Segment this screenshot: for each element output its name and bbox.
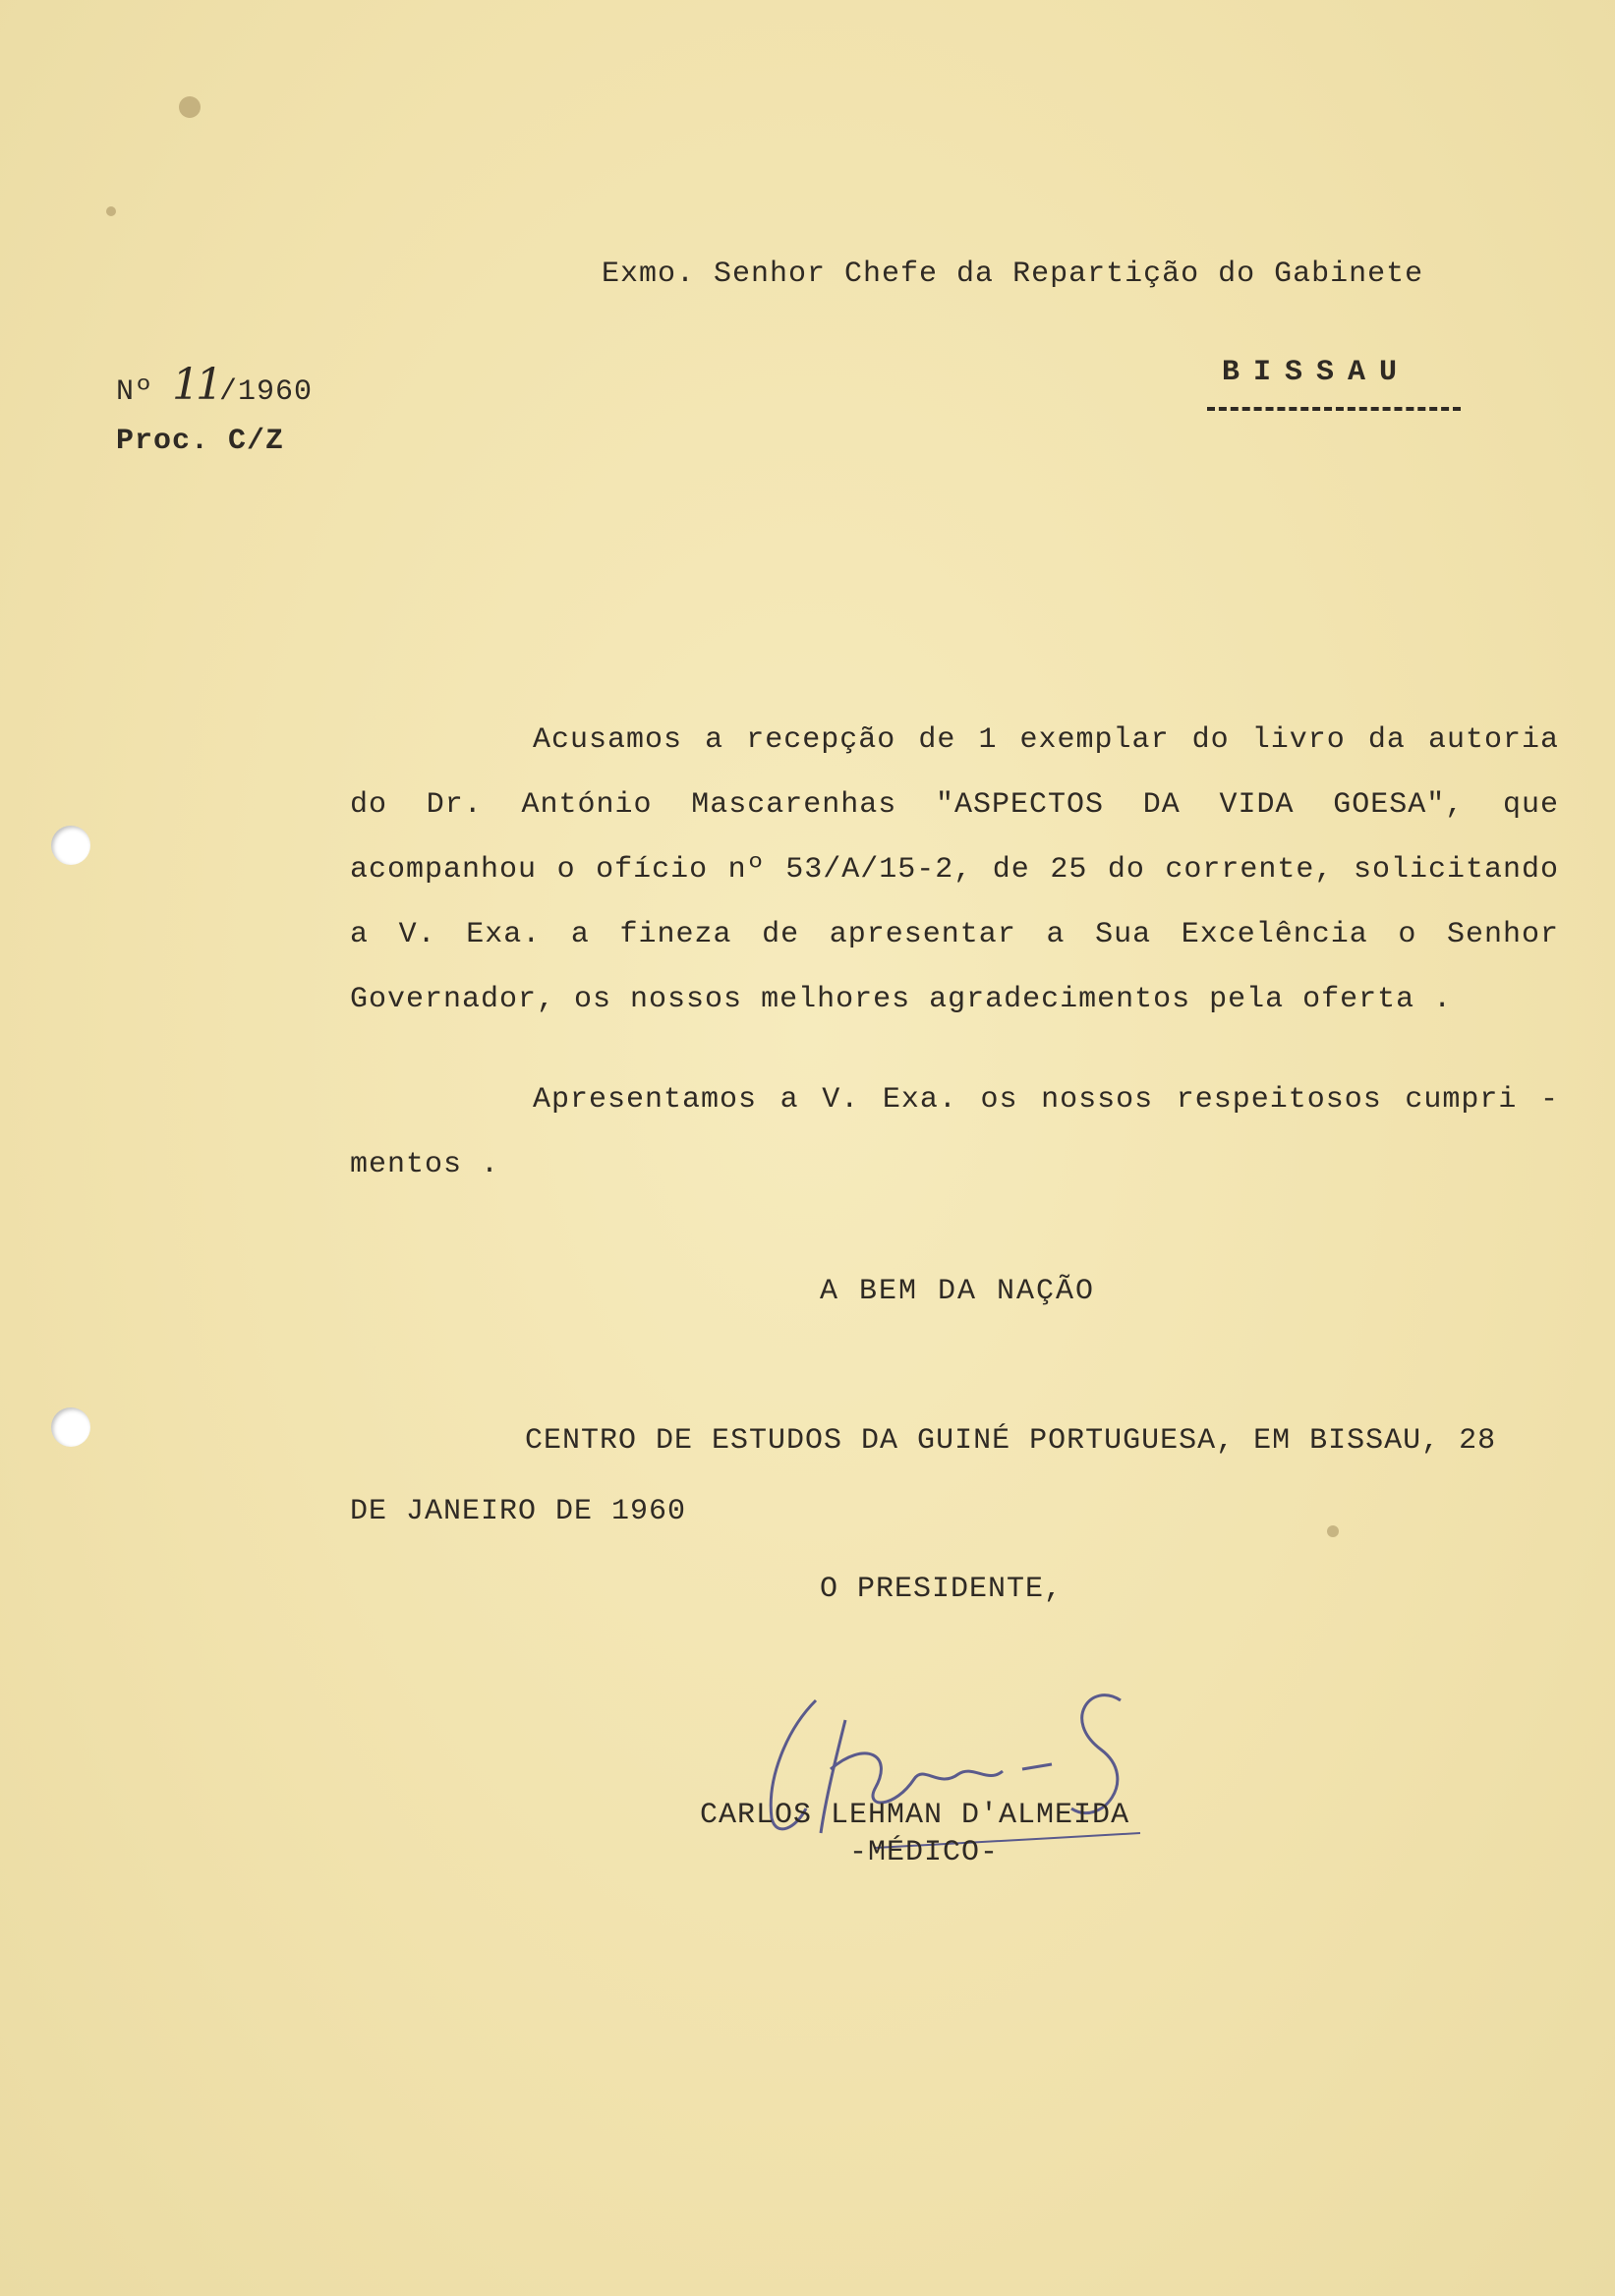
- punch-hole: [51, 826, 90, 865]
- place-line-1: CENTRO DE ESTUDOS DA GUINÉ PORTUGUESA, EM BISSAU, 28: [525, 1424, 1497, 1458]
- city-heading: BISSAU: [1222, 356, 1412, 389]
- addressee-line: Exmo. Senhor Chefe da Repartição do Gabinete: [602, 258, 1424, 291]
- place-and-date: [350, 1406, 1547, 1547]
- ref-handwritten-number: 11: [172, 360, 220, 410]
- body-paragraph-1: Acusamos a recepção de 1 exemplar do livro da autoria do Dr. António Mascarenhas "ASPECTOS DA VIDA GOESA", que acompanhou o ofício nº 53/A/15-2, de 25 do corrente, solicitando a V. Exa. a fineza de apresentar a Sua Excelência o Senhor Governador, os nossos melhores agradecimentos pela oferta .: [350, 723, 1559, 1016]
- body-paragraph-2: Apresentamos a V. Exa. os nossos respeitosos cumpri - mentos .: [350, 1083, 1559, 1181]
- paper-stain: [179, 96, 201, 118]
- signatory-title: -MÉDICO-: [849, 1836, 1000, 1869]
- place-line-2: DE JANEIRO DE 1960: [350, 1495, 687, 1528]
- ref-label: Nº: [116, 375, 154, 409]
- ref-year: /1960: [219, 375, 314, 409]
- signatory-name: CARLOS LEHMAN D'ALMEIDA: [700, 1799, 1130, 1832]
- city-underline: [1207, 407, 1461, 411]
- process-reference: Proc. C/Z: [116, 425, 285, 458]
- punch-hole: [51, 1407, 90, 1447]
- closing-salutation: A BEM DA NAÇÃO: [820, 1275, 1096, 1308]
- paper-stain: [106, 206, 116, 216]
- president-label: O PRESIDENTE,: [820, 1573, 1064, 1606]
- reference-number: [116, 360, 313, 410]
